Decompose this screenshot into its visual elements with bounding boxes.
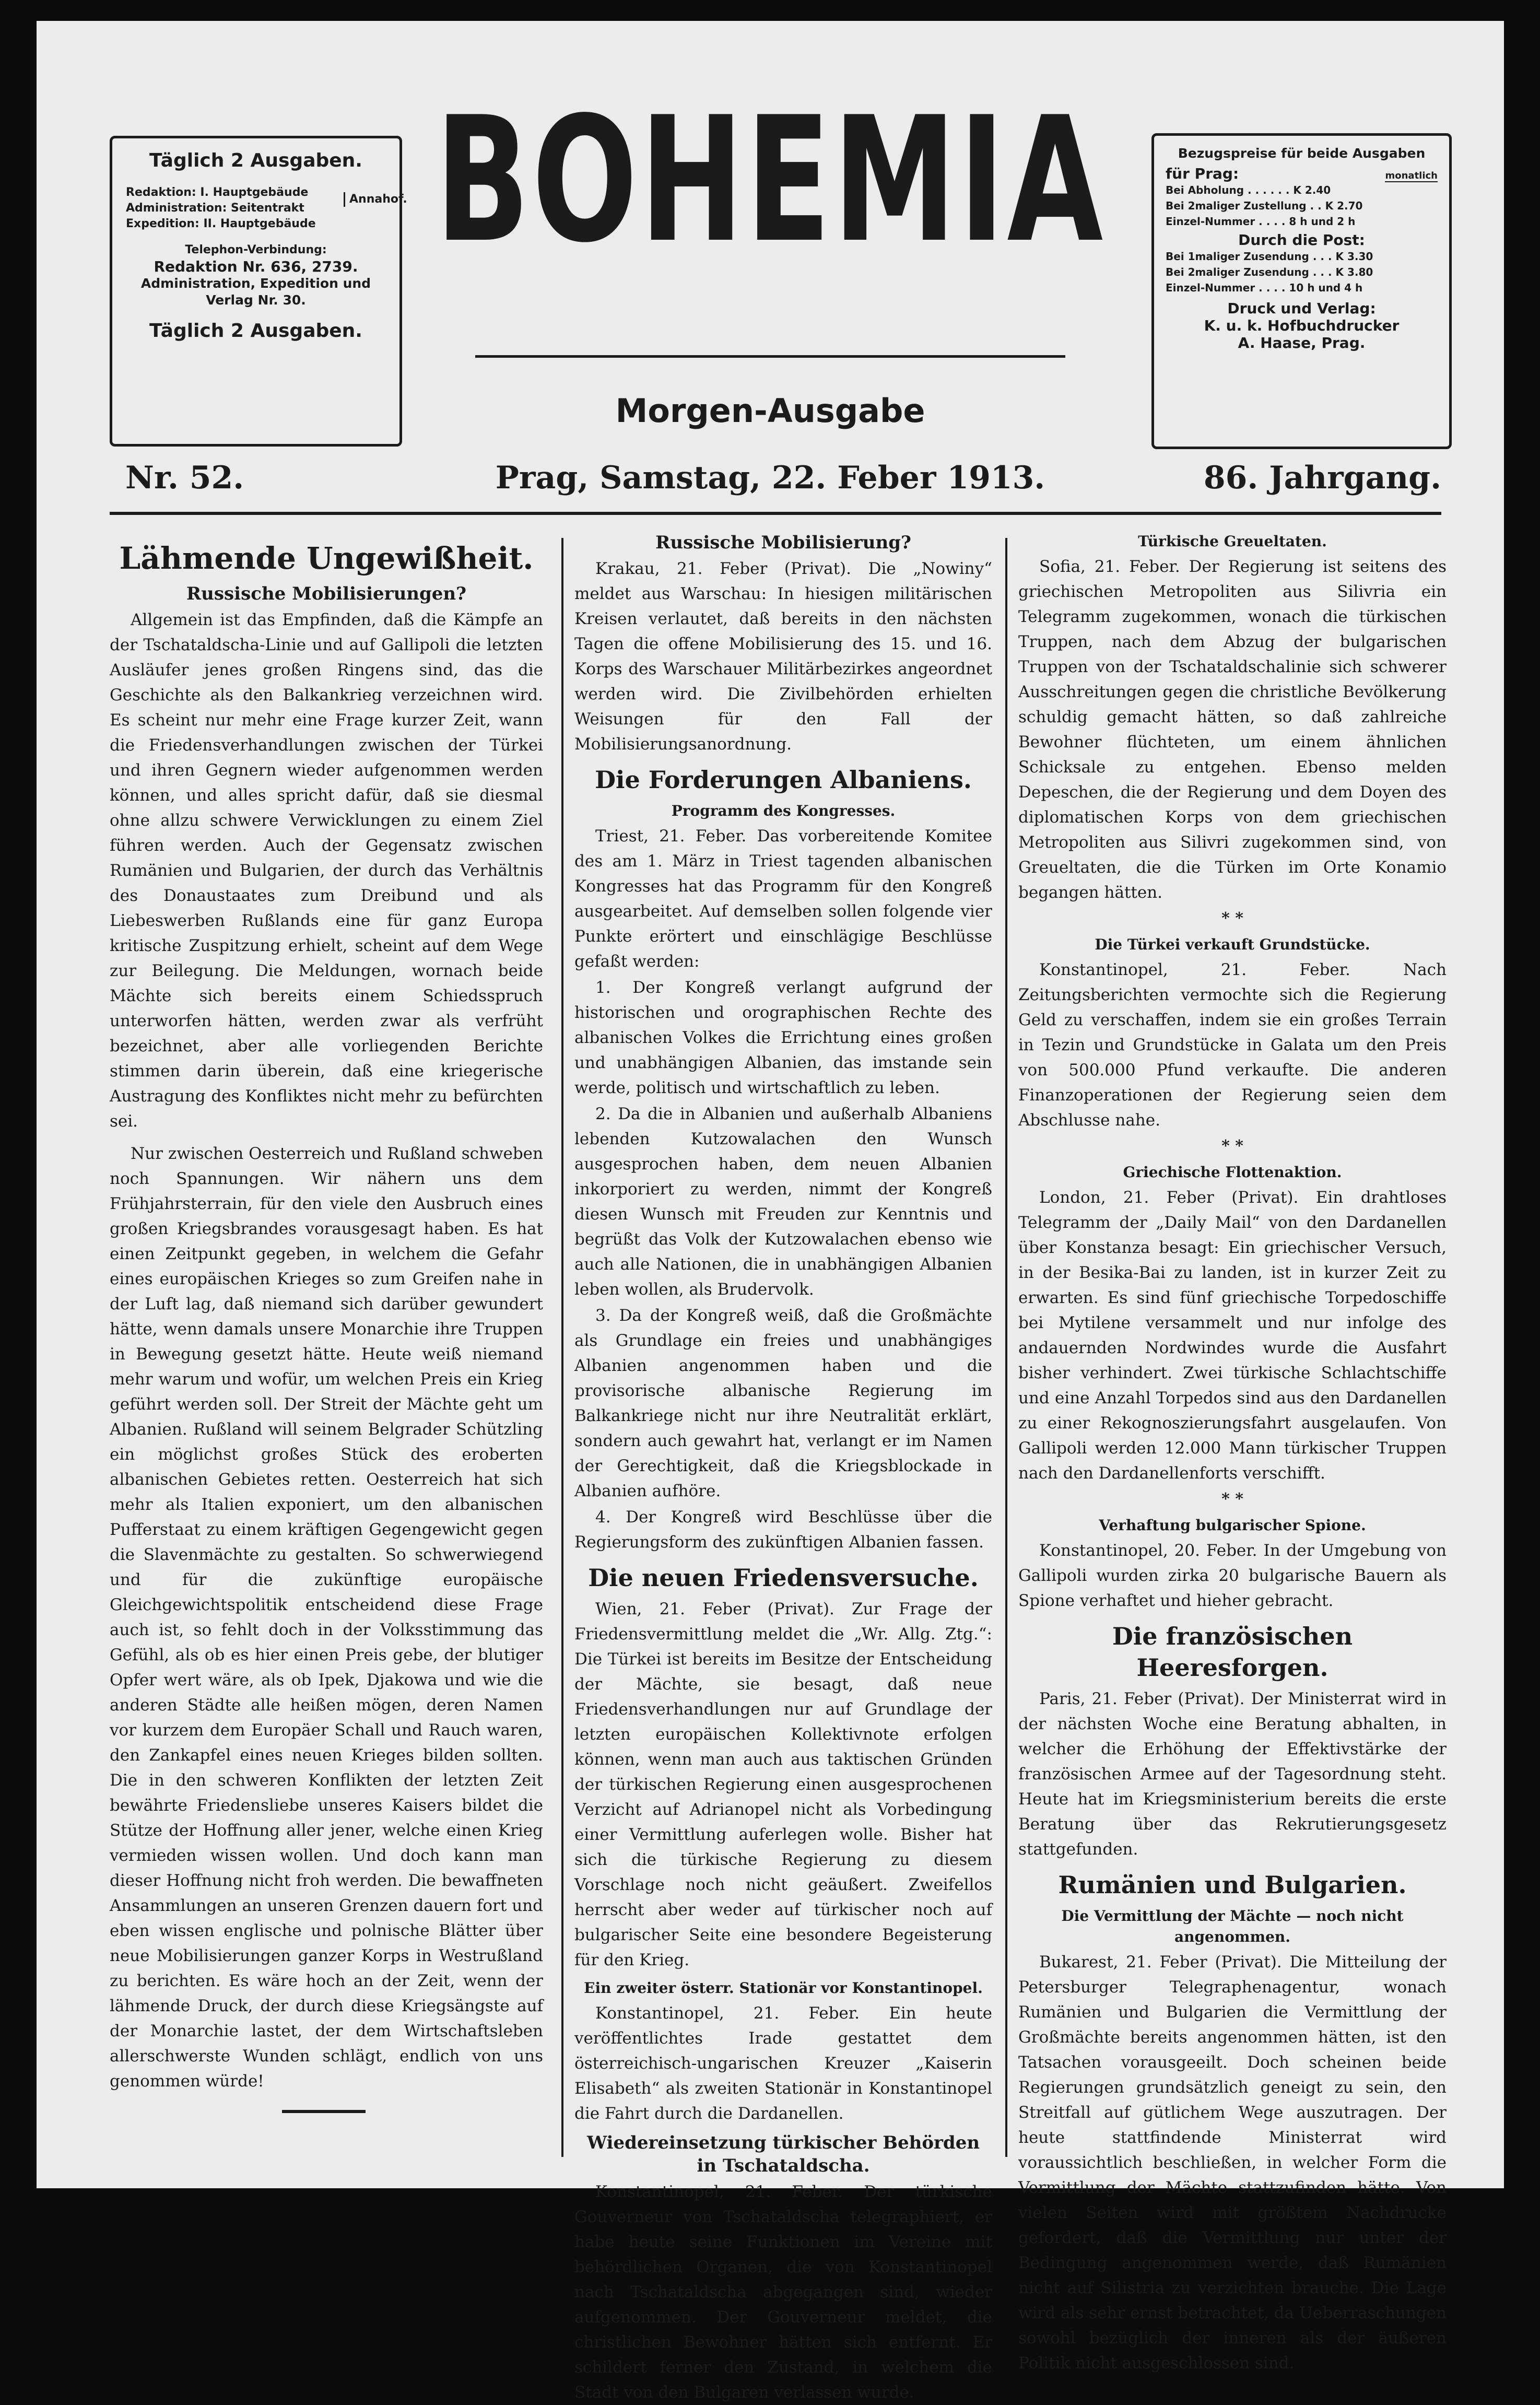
paragraph-albania: 1. Der Kongreß verlangt aufgrund der historischen und orographischen Rechte des albanischen Volkes die Errichtung eines großen und unabhängigen Albanien, das imstande sein werde, politisch und wirtschaftlich zu leben. — [574, 978, 992, 1097]
redaktion-line: Redaktion: I. Hauptgebäude — [126, 186, 309, 199]
price-header: Bezugspreise für beide Ausgaben — [1178, 146, 1426, 161]
headline-peace: Die neuen Friedensversuche. — [588, 1564, 979, 1592]
left-box-title-bottom: Täglich 2 Ausgaben. — [149, 320, 362, 342]
column-2 — [574, 530, 992, 2402]
separator-stars: * * — [1221, 909, 1243, 928]
headline-fleet: Griechische Flottenaktion. — [1123, 1164, 1342, 1181]
paragraph-fleet: London, 21. Feber (Privat). Ein drahtloses Telegramm der „Daily Mail“ von den Dardanellen über Konstanza besagt: Ein griechischer Versuch, in der Besika-Bai zu landen, ist in kurzer Zeit zu erwarten. Es sind fünf griechische Torpedoschiffe bei Mytilene versammelt und nur infolge des andauernden Nordwindes wurde die Ausfahrt bisher verhindert. Zwei türkische Schlachtschiffe und eine Anzahl Torpedos sind aus den Dardanellen zu einer Rekognoszierungsfahrt ausgelaufen. Von Gallipoli werden 12.000 Mann türkischer Truppen nach den Dardanellenforts verschifft. — [1018, 1188, 1447, 1483]
administration-line: Administration: Seitentrakt — [126, 202, 304, 215]
headline-french-army: Die französischen Heeresforgen. — [1112, 1622, 1353, 1682]
column-rule — [1005, 538, 1007, 2157]
price-row: Bei Abholung . . . . . . K 2.40 — [1166, 184, 1331, 196]
newspaper-page — [37, 21, 1504, 2402]
column-1 — [110, 530, 543, 2136]
masthead-rule — [475, 355, 1065, 358]
paragraph-mobilization: Krakau, 21. Feber (Privat). Die „Nowiny“ meldet aus Warschau: In hiesigen militärischen Kreisen verlautet, daß bereits in den nächsten Tagen die offene Mobilisierung des 15. und 16. Korps des Warschauer Militärbezirkes angeordnet werden wird. Die Zivilbehörden erhielten Weisungen für den Fall der Mobilisierungsanordnung. — [574, 559, 992, 754]
paragraph-albania: 4. Der Kongreß wird Beschlüsse über die Regierungsform des zukünftigen Albanien fassen. — [574, 1508, 992, 1552]
separator-stars: * * — [1221, 1137, 1243, 1155]
paragraph-land-sale: Konstantinopel, 21. Feber. Nach Zeitungsberichten vermochte sich die Regierung Geld zu verschaffen, indem sie ein großes Terrain in Tezin und Grundstücke in Galata um den Preis von 500.000 Pfund verkaufte. Die anderen Finanzoperationen der Regierung seien dem Abschlusse nahe. — [1018, 960, 1447, 1130]
price-row: Bei 2maliger Zustellung . . K 2.70 — [1166, 200, 1363, 212]
price-row: Bei 1maliger Zusendung . . . K 3.30 — [1166, 250, 1373, 263]
post-label: Durch die Post: — [1238, 231, 1365, 249]
price-row: Bei 2maliger Zusendung . . . K 3.80 — [1166, 266, 1373, 278]
article-headline: Lähmende Ungewißheit. — [119, 541, 534, 576]
headline-albania: Die Forderungen Albaniens. — [595, 766, 972, 794]
article-subhead: Russische Mobilisierungen? — [186, 583, 467, 604]
issue-year: 86. Jahrgang. — [1203, 460, 1441, 496]
paragraph-authorities: Konstantinopel, 21. Feber. Der türkische Gouverneur von Tschataldscha telegraphiert, er habe heute seine Funktionen im Vereine mit behördlichen Organen, die von Konstantinopel nach Tschataldscha abgegangen sind, wieder aufgenommen. Der Gouverneur meldet, die christlichen Bewohner hätten sich entfernt. Er schildert ferner den Zustand, in welchem die Stadt von den Bulgaren verlassen wurde. — [574, 2183, 992, 2402]
article-paragraph: Nur zwischen Oesterreich und Rußland schweben noch Spannungen. Wir nähern uns dem Frühjahrsterrain, für den viele den Ausbruch eines großen Kriegsbrandes vorausgesagt haben. Es hat einen Zeitpunkt gegeben, in welchem die Gefahr eines europäischen Krieges so zum Greifen nahe in der Luft lag, daß niemand sich darüber gewundert hätte, wenn damals unsere Monarchie ihre Truppen in Bewegung gesetzt hätte. Heute weiß niemand mehr warum und wofür, um welchen Preis ein Krieg geführt werden soll. Der Streit der Mächte geht um Albanien. Rußland will seinem Belgrader Schützling ein möglichst großes Stück des eroberten albanischen Gebietes retten. Oesterreich hat sich mehr als Italien exponiert, um den albanischen Pufferstaat zu einem kräftigen Gegengewicht gegen die Slavenmächte zu gestalten. So schwerwiegend und für die zukünftige europäische Gleichgewichtspolitik entscheidend diese Frage auch ist, so fehlt doch in der Volksstimmung das Gefühl, als ob es hier einen Preis gebe, der blutiger Opfer wert wäre, als ob Ipek, Djakowa und wie die anderen Städte alle heißen mögen, deren Namen vor kurzem dem Europäer Schall und Rauch waren, den Zankapfel eines neuen Krieges bilden sollten. Die in den schweren Konflikten der letzten Zeit bewährte Friedensliebe unseres Kaisers bildet die Stütze der Hoffnung aller jener, welche einen Krieg vermieden wissen wollen. Und doch kann man dieser Hoffnung nicht froh werden. Die bewaffneten Ansammlungen an unseren Grenzen dauern fort und eben wissen englische und polnische Blätter über neue Mobilisierungen ganzer Korps in Westrußland zu berichten. Es wäre hoch an der Zeit, wenn der lähmende Druck, der durch diese Kriegsängste auf der Monarchie lastet, der dem Wirtschaftsleben allerschwerste Wunden schlägt, endlich von uns genommen würde! — [110, 1144, 543, 2091]
paragraph-atrocities: Sofia, 21. Feber. Der Regierung ist seitens des griechischen Metropoliten aus Silivria ein Telegramm zugekommen, wonach die türkischen Truppen, nach dem Abzug der bulgarischen Truppen von der Tschataldschalinie sich schwerer Ausschreitungen gegen die christliche Bevölkerung schuldig gemacht hätten, so daß zahlreiche Bewohner flüchteten, um einem ähnlichen Schicksale zu entgehen. Ebenso melden Depeschen, die der Regierung und dem Doyen des diplomatischen Korps von dem griechischen Metropoliten aus Silivri zugekommen sind, von Greueltaten, die die Türken im Orte Konamio begangen hätten. — [1018, 557, 1447, 902]
end-rule — [282, 2110, 366, 2113]
paragraph-peace: Wien, 21. Feber (Privat). Zur Frage der Friedensvermittlung meldet die „Wr. Allg. Ztg.“: Die Türkei ist bereits im Besitze der Entscheidung der Mächte, sie besagt, daß neue Friedensverhandlungen nur auf Grundlage der letzten europäischen Kollektivnote erfolgen können, wenn man auch aus taktischen Gründen der türkischen Regierung einen ausgesprochenen Verzicht auf Adrianopel nicht als Vorbedingung einer Vermittlung auferlegen wolle. Bisher hat sich die türkische Regierung zu diesem Vorschlage noch nicht geäußert. Zweifellos herrscht aber weder auf türkischer noch auf bulgarischer Seite eine besondere Begeisterung für den Krieg. — [574, 1600, 992, 1969]
headline-romania-bulgaria: Rumänien und Bulgarien. — [1058, 1871, 1407, 1899]
expedition-line: Expedition: II. Hauptgebäude — [126, 217, 316, 230]
price-row: Einzel-Nummer . . . . 10 h und 4 h — [1166, 281, 1363, 294]
paragraph-spies: Konstantinopel, 20. Feber. In der Umgebung von Gallipoli wurden zirka 20 bulgarische Bauern als Spione verhaftet und hieher gebracht. — [1018, 1541, 1447, 1610]
headline-spies: Verhaftung bulgarischer Spione. — [1099, 1517, 1366, 1534]
separator-stars: * * — [1221, 1490, 1243, 1508]
druck-line: K. u. k. Hofbuchdrucker — [1204, 317, 1400, 334]
headline-atrocities: Türkische Greueltaten. — [1138, 533, 1327, 550]
paragraph-romania-bulgaria: Bukarest, 21. Feber (Privat). Die Mitteilung der Petersburger Telegraphenagentur, wonach Rumänien und Bulgarien die Vermittlung der Großmächte bereits angenommen hätten, ist den Tatsachen vorausgeeilt. Doch scheinen beide Regierungen grundsätzlich geneigt zu sein, den Streitfall auf gütlichem Wege auszutragen. Der heute stattfindende Ministerrat wird voraussichtlich beschließen, in welcher Form die Vermittlung der Mächte stattzufinden hätte. Von vielen Seiten wird mit größtem Nachdrucke gefordert, daß die Vermittlung nur unter der Bedingung angenommen werde, daß Rumänien nicht auf Silistria zu verzichten brauche. Die Lage wird als sehr ernst betrachtet, da Ueberraschungen sowohl bezüglich der inneren als der äußeren Politik nicht ausgeschlossen sind. — [1018, 1953, 1447, 2373]
issue-date: Prag, Samstag, 22. Feber 1913. — [495, 460, 1045, 496]
column-3 — [1018, 530, 1447, 2373]
administration-number: Administration, Expedition und Verlag Nr. 30. — [140, 276, 371, 308]
paragraph-albania: 2. Da die in Albanien und außerhalb Albaniens lebenden Kutzowalachen den Wunsch ausgesprochen haben, dem neuen Albanien inkorporiert zu werden, nimmt der Kongreß diesen Wunsch mit Freuden zur Kenntnis und begrüßt das Volk der Kutzowalachen ebenso wie auch alle Nationen, die in unabhängigen Albanien leben wollen, als Brudervolk. — [574, 1105, 992, 1299]
edition-label: Morgen-Ausgabe — [615, 392, 925, 430]
headline-mobilization: Russische Mobilisierung? — [655, 532, 911, 553]
subhead-romania-bulgaria: Die Vermittlung der Mächte — noch nicht angenommen. — [1061, 1907, 1404, 1945]
paragraph-albania: 3. Da der Kongreß weiß, daß die Großmächte als Grundlage ein freies und unabhängiges Albanien angenommen haben und die provisorische albanische Regierung im Balkankriege nicht nur ihre Neutralität erklärt, sondern auch gewahrt hat, verlangt er im Namen der Gerechtigkeit, daß die Kriegsblockade in Albanien aufhöre. — [574, 1306, 992, 1500]
article-paragraph: Allgemein ist das Empfinden, daß die Kämpfe an der Tschataldscha-Linie und auf Gallipoli die letzten Ausläufer jenes großen Ringens sind, das die Geschichte als den Balkankrieg verzeichnen wird. Es scheint nur mehr eine Frage kurzer Zeit, wann die Friedensverhandlungen zwischen der Türkei und ihren Gegnern wieder aufgenommen werden können, und alles spricht dafür, daß sie diesmal ohne allzu schwere Verwicklungen zu einem Ziel führen werden. Auch der Gegensatz zwischen Rumänien und Bulgarien, der durch das Verhältnis des Donaustaates zum Dreibund und als Liebeswerben Rußlands eine für ganz Europa kritische Zuspitzung erhielt, scheint auf dem Wege zur Beilegung. Die Meldungen, wornach beide Mächte sich bereits einem Schiedsspruch unterworfen hätten, werden zwar als verfrüht bezeichnet, aber alle vorliegenden Berichte stimmen darin überein, daß eine kriegerische Austragung des Konfliktes nicht mehr zu befürchten sei. — [110, 611, 543, 1131]
paragraph-french-army: Paris, 21. Feber (Privat). Der Ministerrat wird in der nächsten Woche eine Beratung abhalten, in welcher die Erhöhung der Effektivstärke der französischen Armee auf der Tagesordnung steht. Heute hat im Kriegsministerium bereits die erste Beratung über das Rekrutierungsgesetz stattgefunden. — [1018, 1690, 1447, 1859]
redaktion-number: Redaktion Nr. 636, 2739. — [154, 258, 358, 275]
issue-number: Nr. 52. — [125, 460, 244, 496]
masthead-title: BOHEMIA — [435, 80, 1106, 280]
right-price-box — [1151, 133, 1452, 449]
left-box-title-top: Täglich 2 Ausgaben. — [149, 150, 362, 171]
paragraph-albania: Triest, 21. Feber. Das vorbereitende Komitee des am 1. März in Triest tagenden albanischen Kongresses hat das Programm für den Kongreß ausgearbeitet. Auf demselben sollen folgende vier Punkte erörtert und einschlägige Beschlüsse gefaßt werden: — [574, 827, 992, 971]
subhead-albania: Programm des Kongresses. — [671, 802, 896, 819]
druck-line: A. Haase, Prag. — [1238, 334, 1366, 351]
prag-label: für Prag: — [1166, 165, 1239, 182]
headline-stationar: Ein zweiter österr. Stationär vor Konstantinopel. — [584, 1979, 983, 1997]
annahof-label: Annahof. — [344, 192, 386, 207]
headline-authorities: Wiedereinsetzung türkischer Behörden in Tschataldscha. — [586, 2132, 980, 2176]
headline-land-sale: Die Türkei verkauft Grundstücke. — [1095, 936, 1370, 953]
price-row: Einzel-Nummer . . . . 8 h und 2 h — [1166, 215, 1356, 228]
druck-label: Druck und Verlag: — [1227, 300, 1376, 317]
column-rule — [561, 538, 563, 2157]
telephone-header: Telephon-Verbindung: — [185, 243, 327, 256]
paragraph-stationar: Konstantinopel, 21. Feber. Ein heute veröffentlichtes Irade gestattet dem österreichisch-ungarischen Kreuzer „Kaiserin Elisabeth“ als zweiten Stationär in Konstantinopel die Fahrt durch die Dardanellen. — [574, 2004, 992, 2123]
dateline-rule — [110, 512, 1441, 515]
monatlich-label: monatlich — [1385, 170, 1438, 181]
